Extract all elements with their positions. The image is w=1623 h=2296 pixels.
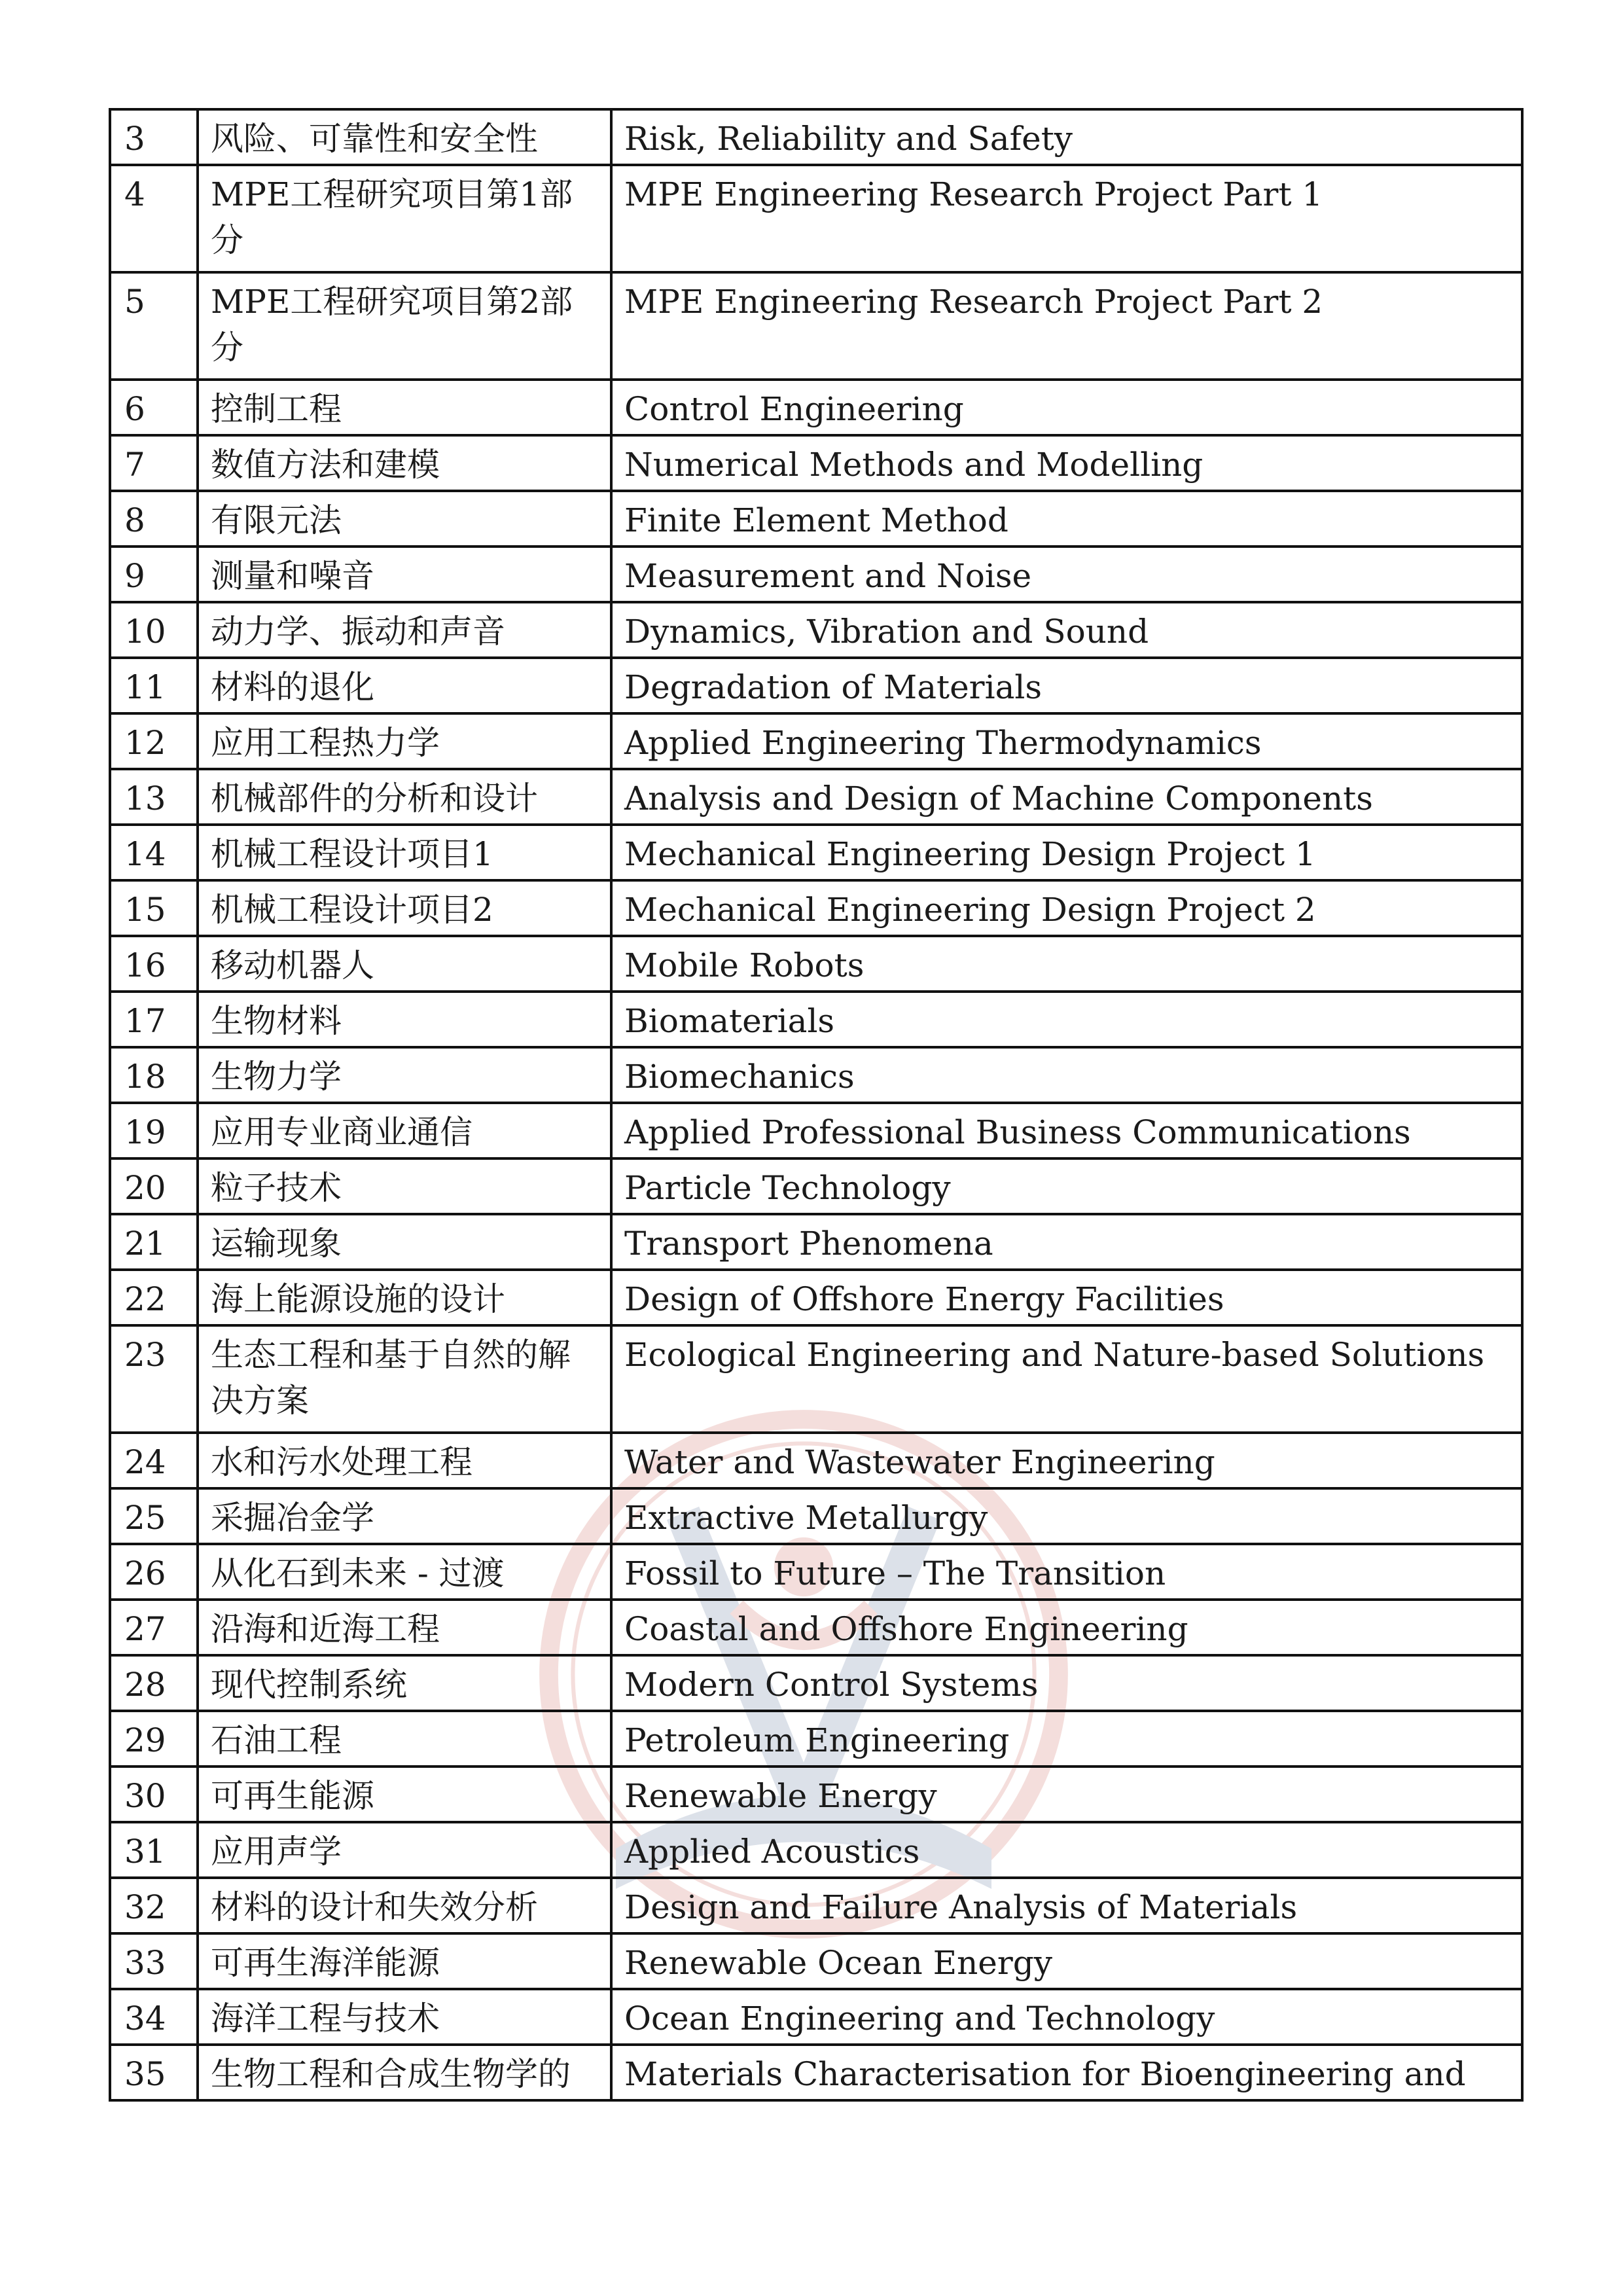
table-row <box>110 880 1522 936</box>
table-row <box>110 658 1522 713</box>
chinese-course-name-cell: 测量和噪音 <box>198 547 611 602</box>
english-course-name-cell: Applied Professional Business Communications <box>611 1103 1522 1158</box>
chinese-course-name-cell: 海上能源设施的设计 <box>198 1270 611 1325</box>
row-number-cell: 21 <box>110 1214 198 1270</box>
table-row <box>110 1822 1522 1878</box>
table-row <box>110 1933 1522 1989</box>
chinese-course-name-cell: 采掘冶金学 <box>198 1488 611 1544</box>
english-course-name-cell: Petroleum Engineering <box>611 1711 1522 1767</box>
chinese-course-name-cell: 材料的设计和失效分析 <box>198 1878 611 1933</box>
table-row <box>110 1433 1522 1488</box>
table-row <box>110 1214 1522 1270</box>
course-translation-table <box>109 108 1524 2102</box>
row-number-cell: 20 <box>110 1158 198 1214</box>
table-row <box>110 165 1522 272</box>
table-row <box>110 602 1522 658</box>
row-number-cell: 7 <box>110 435 198 491</box>
table-row <box>110 1103 1522 1158</box>
chinese-course-name-cell: 应用专业商业通信 <box>198 1103 611 1158</box>
chinese-course-name-cell: 石油工程 <box>198 1711 611 1767</box>
english-course-name-cell: Risk, Reliability and Safety <box>611 109 1522 165</box>
row-number-cell: 32 <box>110 1878 198 1933</box>
table-row <box>110 713 1522 769</box>
row-number-cell: 12 <box>110 713 198 769</box>
row-number-cell: 9 <box>110 547 198 602</box>
chinese-course-name-cell: 风险、可靠性和安全性 <box>198 109 611 165</box>
chinese-course-name-cell: 机械工程设计项目2 <box>198 880 611 936</box>
row-number-cell: 18 <box>110 1047 198 1103</box>
table-row <box>110 825 1522 880</box>
row-number-cell: 19 <box>110 1103 198 1158</box>
table-row <box>110 992 1522 1047</box>
row-number-cell: 33 <box>110 1933 198 1989</box>
table-body <box>110 109 1522 2100</box>
chinese-course-name-cell: 从化石到未来 - 过渡 <box>198 1544 611 1600</box>
table-row <box>110 272 1522 380</box>
chinese-course-name-cell: 生态工程和基于自然的解决方案 <box>198 1325 611 1433</box>
chinese-course-name-cell: 生物工程和合成生物学的 <box>198 2045 611 2100</box>
chinese-course-name-cell: 海洋工程与技术 <box>198 1989 611 2045</box>
row-number-cell: 3 <box>110 109 198 165</box>
english-course-name-cell: Applied Acoustics <box>611 1822 1522 1878</box>
row-number-cell: 30 <box>110 1767 198 1822</box>
chinese-course-name-cell: 材料的退化 <box>198 658 611 713</box>
table-row <box>110 435 1522 491</box>
english-course-name-cell: Biomechanics <box>611 1047 1522 1103</box>
english-course-name-cell: MPE Engineering Research Project Part 1 <box>611 165 1522 272</box>
row-number-cell: 22 <box>110 1270 198 1325</box>
chinese-course-name-cell: 应用工程热力学 <box>198 713 611 769</box>
table-row <box>110 769 1522 825</box>
english-course-name-cell: Analysis and Design of Machine Components <box>611 769 1522 825</box>
english-course-name-cell: Coastal and Offshore Engineering <box>611 1600 1522 1655</box>
chinese-course-name-cell: 生物材料 <box>198 992 611 1047</box>
chinese-course-name-cell: 沿海和近海工程 <box>198 1600 611 1655</box>
english-course-name-cell: Measurement and Noise <box>611 547 1522 602</box>
table-row <box>110 1488 1522 1544</box>
chinese-course-name-cell: 生物力学 <box>198 1047 611 1103</box>
table-row <box>110 1325 1522 1433</box>
row-number-cell: 26 <box>110 1544 198 1600</box>
english-course-name-cell: Materials Characterisation for Bioengineering and <box>611 2045 1522 2100</box>
row-number-cell: 25 <box>110 1488 198 1544</box>
chinese-course-name-cell: 水和污水处理工程 <box>198 1433 611 1488</box>
english-course-name-cell: Mechanical Engineering Design Project 1 <box>611 825 1522 880</box>
chinese-course-name-cell: 移动机器人 <box>198 936 611 992</box>
english-course-name-cell: Fossil to Future – The Transition <box>611 1544 1522 1600</box>
row-number-cell: 35 <box>110 2045 198 2100</box>
table-row <box>110 1158 1522 1214</box>
chinese-course-name-cell: 有限元法 <box>198 491 611 547</box>
row-number-cell: 11 <box>110 658 198 713</box>
row-number-cell: 23 <box>110 1325 198 1433</box>
row-number-cell: 8 <box>110 491 198 547</box>
row-number-cell: 24 <box>110 1433 198 1488</box>
table-row <box>110 936 1522 992</box>
row-number-cell: 31 <box>110 1822 198 1878</box>
table-row <box>110 547 1522 602</box>
chinese-course-name-cell: 数值方法和建模 <box>198 435 611 491</box>
row-number-cell: 27 <box>110 1600 198 1655</box>
english-course-name-cell: MPE Engineering Research Project Part 2 <box>611 272 1522 380</box>
english-course-name-cell: Mechanical Engineering Design Project 2 <box>611 880 1522 936</box>
table-row <box>110 491 1522 547</box>
table-row <box>110 1711 1522 1767</box>
table-row <box>110 1544 1522 1600</box>
english-course-name-cell: Design of Offshore Energy Facilities <box>611 1270 1522 1325</box>
english-course-name-cell: Ocean Engineering and Technology <box>611 1989 1522 2045</box>
english-course-name-cell: Renewable Energy <box>611 1767 1522 1822</box>
table-row <box>110 1600 1522 1655</box>
chinese-course-name-cell: 可再生能源 <box>198 1767 611 1822</box>
english-course-name-cell: Particle Technology <box>611 1158 1522 1214</box>
table-row <box>110 380 1522 435</box>
english-course-name-cell: Dynamics, Vibration and Sound <box>611 602 1522 658</box>
row-number-cell: 15 <box>110 880 198 936</box>
english-course-name-cell: Numerical Methods and Modelling <box>611 435 1522 491</box>
english-course-name-cell: Degradation of Materials <box>611 658 1522 713</box>
table-row <box>110 109 1522 165</box>
english-course-name-cell: Ecological Engineering and Nature-based Solutions <box>611 1325 1522 1433</box>
english-course-name-cell: Applied Engineering Thermodynamics <box>611 713 1522 769</box>
row-number-cell: 28 <box>110 1655 198 1711</box>
chinese-course-name-cell: 控制工程 <box>198 380 611 435</box>
chinese-course-name-cell: 运输现象 <box>198 1214 611 1270</box>
chinese-course-name-cell: 动力学、振动和声音 <box>198 602 611 658</box>
chinese-course-name-cell: 机械工程设计项目1 <box>198 825 611 880</box>
row-number-cell: 13 <box>110 769 198 825</box>
table-row <box>110 1655 1522 1711</box>
table-row <box>110 1047 1522 1103</box>
english-course-name-cell: Mobile Robots <box>611 936 1522 992</box>
row-number-cell: 14 <box>110 825 198 880</box>
table-row <box>110 1989 1522 2045</box>
chinese-course-name-cell: MPE工程研究项目第2部分 <box>198 272 611 380</box>
english-course-name-cell: Biomaterials <box>611 992 1522 1047</box>
table-row <box>110 1767 1522 1822</box>
english-course-name-cell: Finite Element Method <box>611 491 1522 547</box>
chinese-course-name-cell: 机械部件的分析和设计 <box>198 769 611 825</box>
english-course-name-cell: Design and Failure Analysis of Materials <box>611 1878 1522 1933</box>
english-course-name-cell: Renewable Ocean Energy <box>611 1933 1522 1989</box>
chinese-course-name-cell: 粒子技术 <box>198 1158 611 1214</box>
row-number-cell: 4 <box>110 165 198 272</box>
chinese-course-name-cell: MPE工程研究项目第1部分 <box>198 165 611 272</box>
row-number-cell: 17 <box>110 992 198 1047</box>
table-row <box>110 1270 1522 1325</box>
english-course-name-cell: Water and Wastewater Engineering <box>611 1433 1522 1488</box>
table-row <box>110 2045 1522 2100</box>
row-number-cell: 6 <box>110 380 198 435</box>
english-course-name-cell: Transport Phenomena <box>611 1214 1522 1270</box>
chinese-course-name-cell: 可再生海洋能源 <box>198 1933 611 1989</box>
row-number-cell: 5 <box>110 272 198 380</box>
chinese-course-name-cell: 应用声学 <box>198 1822 611 1878</box>
chinese-course-name-cell: 现代控制系统 <box>198 1655 611 1711</box>
english-course-name-cell: Extractive Metallurgy <box>611 1488 1522 1544</box>
row-number-cell: 29 <box>110 1711 198 1767</box>
english-course-name-cell: Control Engineering <box>611 380 1522 435</box>
row-number-cell: 34 <box>110 1989 198 2045</box>
row-number-cell: 16 <box>110 936 198 992</box>
english-course-name-cell: Modern Control Systems <box>611 1655 1522 1711</box>
row-number-cell: 10 <box>110 602 198 658</box>
table-row <box>110 1878 1522 1933</box>
